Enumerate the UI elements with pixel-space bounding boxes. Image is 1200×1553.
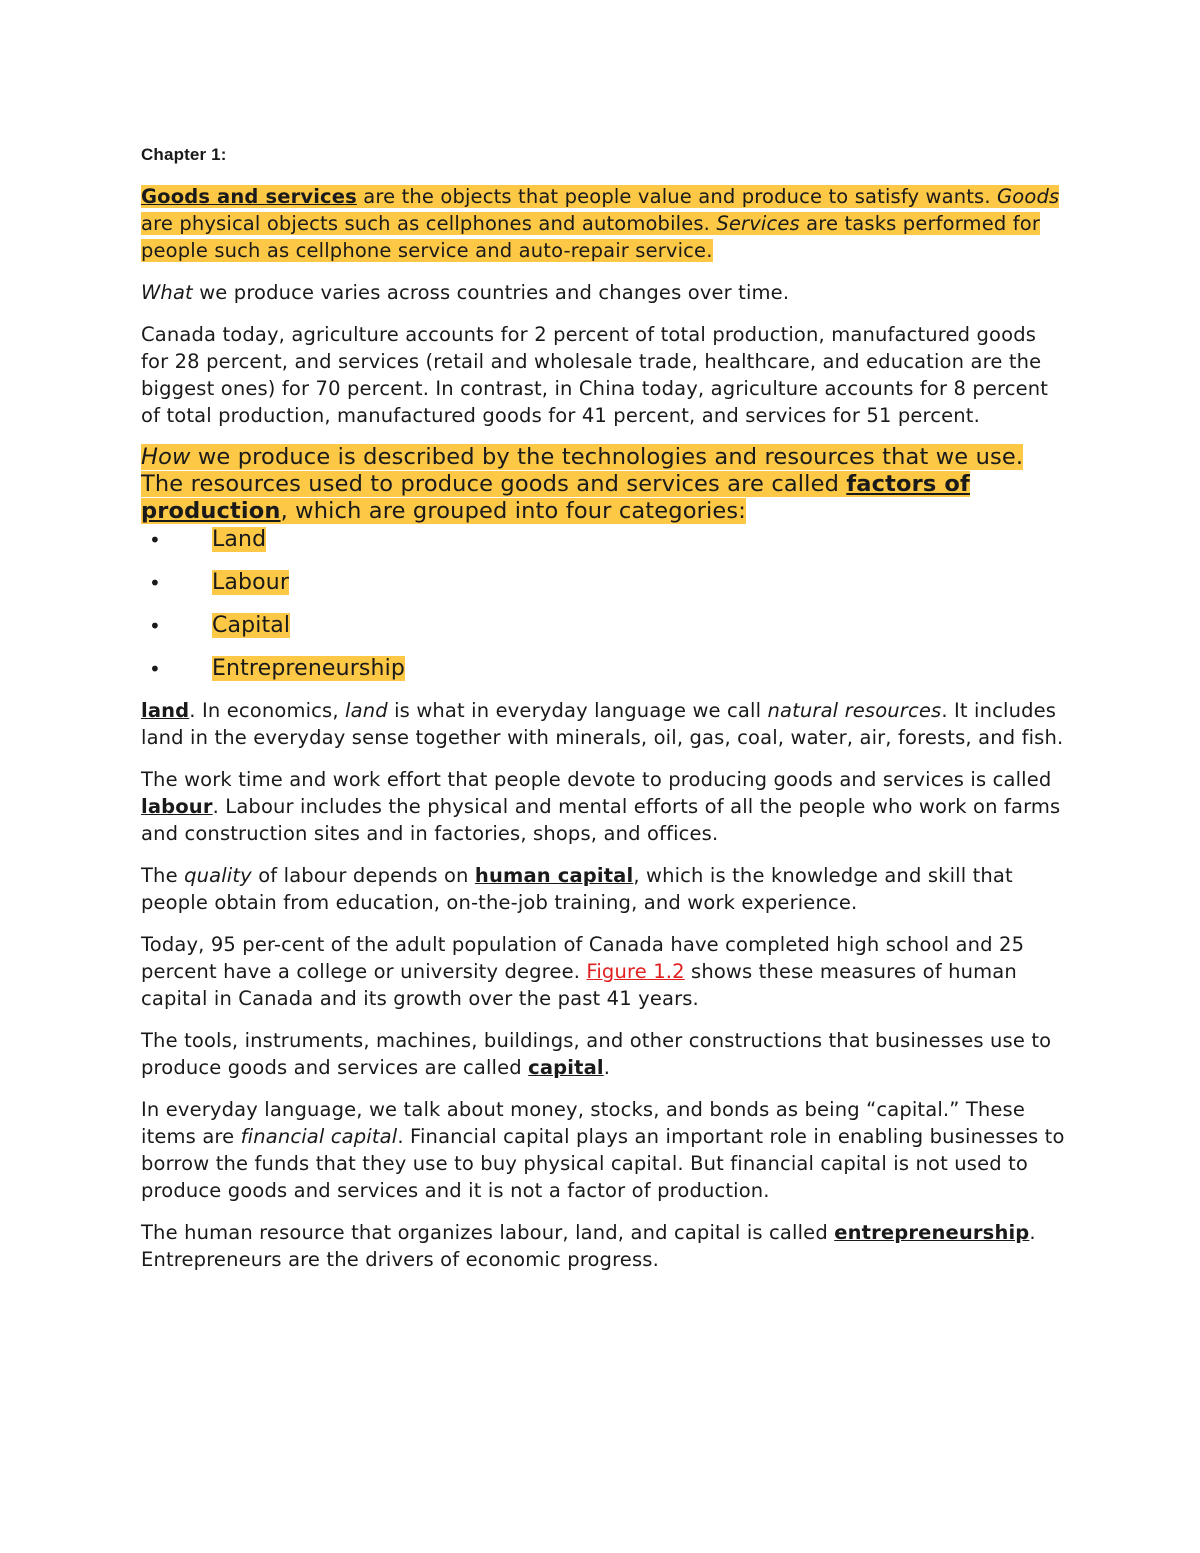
text: .: [603, 1056, 611, 1079]
chapter-heading: Chapter 1:: [141, 145, 227, 164]
paragraph-goods-services: [141, 183, 1066, 264]
text: . Labour includes the physical and mental efforts of all the people who work on farms and construction sites and in factories, shops, and offices.: [141, 795, 1061, 845]
paragraph-canada-china: Canada today, agriculture accounts for 2 percent of total production, manufactured goods for 28 percent, and services (retail and wholesale trade, healthcare, and education are the biggest ones) for 70 percent. In contrast, in China today, agriculture accounts for 8 percent of total production, manufactured goods for 41 percent, and services for 51 percent.: [141, 323, 1049, 427]
text: is what in everyday language we call: [387, 699, 768, 722]
bullet-icon: •: [149, 571, 161, 595]
bullet-icon: •: [149, 614, 161, 638]
paragraph-human-capital: [141, 862, 1066, 916]
text-italic: How: [141, 444, 191, 470]
highlight: [141, 444, 1023, 524]
highlight: [141, 185, 1059, 262]
term-entrepreneurship: entrepreneurship: [834, 1221, 1030, 1244]
paragraph-how: [141, 444, 1066, 525]
text: shows these measures of human capital in Canada and its growth over the past 41 years.: [141, 960, 1017, 1010]
paragraph-education: [141, 931, 1066, 1012]
factors-list: [141, 525, 1066, 684]
paragraph-entrepreneurship: [141, 1219, 1066, 1273]
text: are the objects that people value and produce to satisfy wants.: [356, 185, 998, 208]
text: Today, 95 per-cent of the adult population of Canada have completed high school and 25 percent have a college or university degree.: [141, 933, 1025, 983]
term-labour: labour: [141, 795, 213, 818]
term-capital: capital: [528, 1056, 604, 1079]
term-factors-of-production: factors of production: [141, 471, 970, 524]
paragraph-financial-capital: [141, 1096, 1066, 1204]
figure-link[interactable]: Figure 1.2: [586, 960, 685, 983]
factor-label: Entrepreneurship: [212, 656, 405, 681]
paragraph-labour: [141, 766, 1066, 847]
list-item: [141, 525, 1066, 555]
list-item: [141, 654, 1066, 684]
paragraph-capital: [141, 1027, 1066, 1081]
text: . In economics,: [189, 699, 346, 722]
paragraph-what: [141, 279, 1066, 306]
text: . Financial capital plays an important role in enabling businesses to borrow the funds that they use to buy physical capital. But financial capital is not used to produce goods and services and it is not a factor of production.: [141, 1125, 1065, 1202]
bullet-icon: •: [149, 657, 161, 681]
term-goods-and-services: Goods and services: [141, 185, 357, 208]
text-italic: Services: [716, 212, 800, 235]
term-land: land: [141, 699, 190, 722]
factor-label: Land: [212, 527, 267, 552]
text: are physical objects such as cellphones and automobiles.: [141, 212, 717, 235]
text: . Entrepreneurs are the drivers of economic progress.: [141, 1221, 1036, 1271]
text: The human resource that organizes labour, land, and capital is called: [141, 1221, 835, 1244]
text-italic: quality: [184, 864, 252, 887]
text: , which is the knowledge and skill that people obtain from education, on-the-job training, and work experience.: [141, 864, 1013, 914]
text-italic: Goods: [997, 185, 1060, 208]
text-italic: land: [345, 699, 388, 722]
list-item: [141, 568, 1066, 598]
bullet-icon: •: [149, 528, 161, 552]
text: we produce is described by the technologies and resources that we use. The resources used to produce goods and services are called: [141, 444, 1024, 497]
term-human-capital: human capital: [474, 864, 634, 887]
text: The work time and work effort that people devote to producing goods and services is called: [141, 768, 1052, 791]
text: of labour depends on: [251, 864, 475, 887]
paragraph-land: [141, 697, 1066, 751]
text-italic: What: [141, 281, 193, 304]
factor-label: Labour: [212, 570, 290, 595]
factor-label: Capital: [212, 613, 291, 638]
text: , which are grouped into four categories:: [280, 498, 747, 524]
text-italic: financial capital: [240, 1125, 398, 1148]
text: are tasks performed for people such as cellphone service and auto-repair service.: [141, 212, 1040, 262]
document-page: [141, 143, 1066, 1288]
text: we produce varies across countries and changes over time.: [192, 281, 790, 304]
list-item: [141, 611, 1066, 641]
text-italic: natural resources: [767, 699, 942, 722]
text: The tools, instruments, machines, buildings, and other constructions that businesses use to produce goods and services are called: [141, 1029, 1052, 1079]
text: The: [141, 864, 185, 887]
text: . It includes land in the everyday sense together with minerals, oil, gas, coal, water, air, forests, and fish.: [141, 699, 1064, 749]
text: In everyday language, we talk about money, stocks, and bonds as being “capital.” These items are: [141, 1098, 1026, 1148]
